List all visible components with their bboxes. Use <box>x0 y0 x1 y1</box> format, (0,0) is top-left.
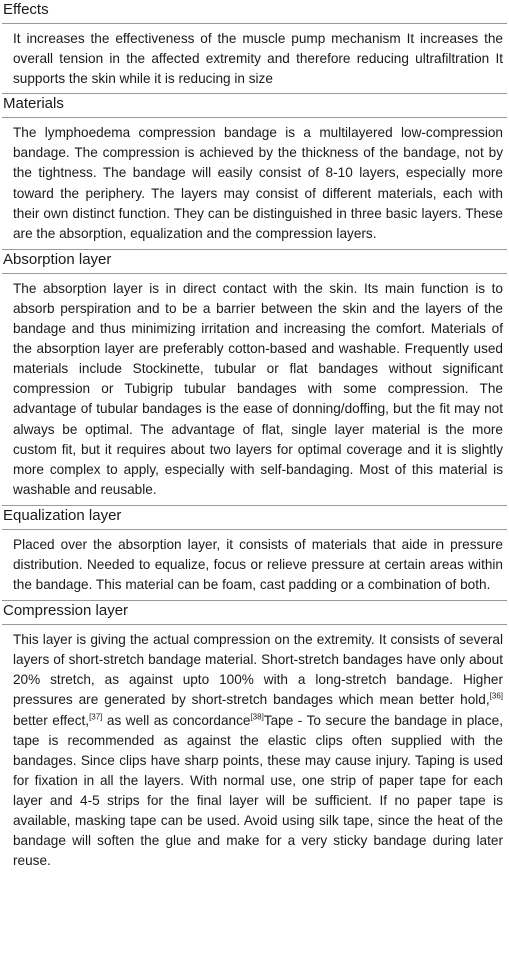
compression-text-part-1: This layer is giving the actual compression on the extremity. It consists of several layers of short-stretch bandage material. Short-stretch bandages have only about 20% stretch, as against upto 100% with a long-stretch bandage. Higher pressures are generated by short-stretch bandages which mean better hold, <box>13 632 503 708</box>
paragraph-equalization-layer: Placed over the absorption layer, it consists of materials that aide in pressure distribution. Needed to equalize, focus or relieve pressure at certain areas within the bandage. This material can be foam, cast padding or a combination of both. <box>2 530 507 601</box>
compression-text-part-4: Tape - To secure the bandage in place, tape is recommended as against the elastic clips often supplied with the bandages. Since clips have sharp points, these may cause injury. Taping is used for fixation in all the layers. With normal use, one strip of paper tape for each layer and 4-5 strips for the final layer will be sufficient. If no paper tape is available, masking tape can be used. Avoid using silk tape, since the heat of the bandage will soften the glue and make for a very sticky bandage during later reuse. <box>13 712 504 869</box>
heading-materials: Materials <box>2 94 507 118</box>
reference-37: [37] <box>89 712 103 721</box>
paragraph-compression-layer <box>2 625 507 876</box>
compression-text-part-3: as well as concordance <box>102 712 251 728</box>
reference-38: [38] <box>250 712 264 721</box>
paragraph-materials: The lymphoedema compression bandage is a multilayered low-compression bandage. The compression is achieved by the thickness of the bandage, not by the tightness. The bandage will easily consist of 8-10 layers, especially more toward the periphery. The layers may consist of different materials, each with their own distinct function. They can be distinguished in three basic layers. These are the absorption, equalization and the compression layers. <box>2 118 507 250</box>
heading-compression-layer: Compression layer <box>2 601 507 625</box>
paragraph-absorption-layer: The absorption layer is in direct contact with the skin. Its main function is to absorb perspiration and to be a barrier between the skin and the layers of the bandage and thus minimizing irritation and increasing the comfort. Materials of the absorption layer are preferably cotton-based and washable. Frequently used materials include Stockinette, tubular or flat bandages without significant compression or Tubigrip tubular bandages with some compression. The advantage of tubular bandages is the ease of donning/doffing, but the fit may not always be optimal. The advantage of flat, single layer material is the more custom fit, but it requires about two layers for optimal coverage and it is slightly more complex to apply, especially with self-bandaging. Most of this material is washable and reusable. <box>2 274 507 506</box>
paragraph-effects: It increases the effectiveness of the muscle pump mechanism It increases the overall tension in the affected extremity and therefore reducing ultrafiltration It supports the skin while it is reducing in size <box>2 24 507 94</box>
heading-equalization-layer: Equalization layer <box>2 506 507 530</box>
compression-text-part-2: better effect, <box>13 712 90 728</box>
heading-absorption-layer: Absorption layer <box>2 250 507 274</box>
heading-effects: Effects <box>2 0 507 24</box>
reference-36: [36] <box>489 691 503 701</box>
